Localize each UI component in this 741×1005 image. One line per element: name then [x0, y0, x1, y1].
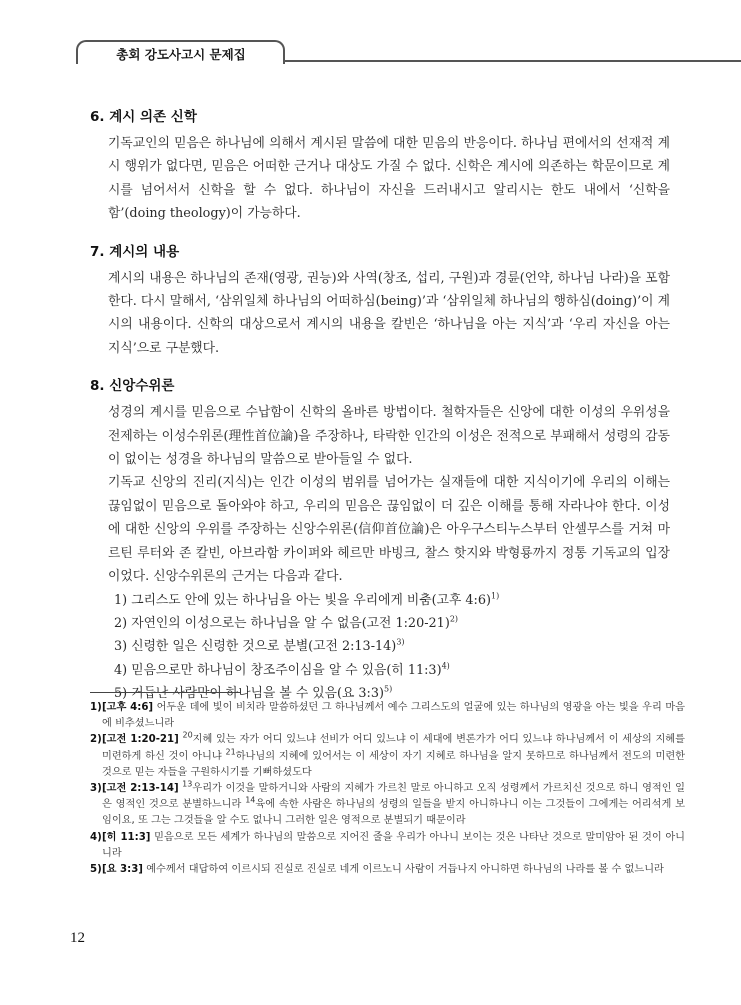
footnote-text: 우리가 이것을 말하거니와 사람의 지혜가 가르친 말로 아니하고 오직 성령께서 가르치신 것으로 하니 영적인 일은 영적인 것으로 분별하느니라: [102, 783, 685, 811]
footnote-marker[interactable]: 4): [441, 661, 450, 671]
paragraph: 기독교인의 믿음은 하나님에 의해서 계시된 말씀에 대한 믿음의 반응이다. 하나님 편에서의 선재적 계시 행위가 없다면, 믿음은 어떠한 근거나 대상도 가질 수 없다. 신학은 계시에 의존하는 학문이므로 계시를 넘어서서 신학을 할 수 없다. 하나님이 자신을 드러내시고 알리시는 한도 내에서 ‘신학을 함’(doing theology)이 가능하다.: [108, 136, 670, 222]
footnote: [90, 700, 685, 732]
footnote-text: 하나님의 지혜에 있어서는 이 세상이 자기 지혜로 하나님을 알지 못하므로 하나님께서 전도의 미련한 것으로 믿는 자들을 구원하시기를 기뻐하셨도다: [102, 750, 685, 778]
footnote-number: 2): [90, 734, 102, 746]
paragraph: 성경의 계시를 믿음으로 수납함이 신학의 올바른 방법이다. 철학자들은 신앙에 대한 이성의 우위성을 전제하는 이성수위론(理性首位論)을 주장하나, 타락한 인간의 이성은 전적으로 부패해서 성령의 감동이 없이는 성경을 하나님의 말씀으로 받아들일 수 없다.: [108, 405, 670, 468]
footnote-body: [102, 700, 685, 732]
list-item: [114, 589, 670, 612]
running-header-title: 총회 강도사고시 문제집: [116, 47, 246, 62]
page-number: 12: [70, 930, 85, 946]
footnote-separator: [90, 692, 240, 693]
footnote-text: 믿음으로 모든 세계가 하나님의 말씀으로 지어진 줄을 우리가 아나니 보이는 것은 나타난 것으로 말미암아 된 것이 아니니라: [102, 831, 686, 859]
footnote-marker[interactable]: 2): [449, 614, 459, 624]
footnote: [90, 732, 685, 781]
verse-number: 20: [182, 731, 193, 741]
footnote-number: 4): [90, 831, 102, 843]
list-item: [114, 659, 670, 682]
section-6: [90, 106, 670, 226]
list-item-text: 2) 자연인의 이성으로는 하나님을 알 수 없음(고전 1:20-21): [114, 615, 450, 631]
list-item-text: 3) 신령한 일은 신령한 것으로 분별(고전 2:13-14): [114, 639, 397, 655]
list-item: [114, 612, 670, 635]
footnote-number: 1): [90, 702, 102, 713]
footnote-body: [102, 830, 685, 862]
footnote: [90, 862, 685, 878]
verse-number: 14: [245, 795, 256, 805]
footnote: [90, 781, 685, 830]
section-heading: 7. 계시의 내용: [90, 243, 180, 260]
footnote-reference: [고전 2:13-14]: [102, 783, 179, 795]
section-heading: 8. 신앙수위론: [90, 378, 175, 395]
paragraph: 기독교 신앙의 진리(지식)는 인간 이성의 범위를 넘어가는 실재들에 대한 지식이기에 우리의 이해는 끊임없이 믿음으로 돌아와야 하고, 우리의 믿음은 끊임없이 더 깊은 이해를 통해 자라나야 한다. 이성에 대한 신앙의 우위를 주장하는 신앙수위론(信仰首位論)은 아우구스티누스부터 안셀무스를 거쳐 마르틴 루터와 존 칼빈, 아브라함 카이퍼와 헤르만 바빙크, 찰스 핫지와 박형룡까지 정통 기독교의 입장이었다. 신앙수위론의 근거는 다음과 같다.: [108, 475, 670, 585]
paragraph: 계시의 내용은 하나님의 존재(영광, 권능)와 사역(창조, 섭리, 구원)과 경륜(언약, 하나님 나라)을 포함한다. 다시 말해서, ‘삼위일체 하나님의 어떠하심(being)’과 ‘삼위일체 하나님의 행하심(doing)’이 계시의 내용이다. 신학의 대상으로서 계시의 내용을 칼빈은 ‘하나님을 아는 지식’과 ‘우리 자신을 아는 지식’으로 구분했다.: [108, 270, 670, 356]
section-8: [90, 375, 670, 705]
footnote-reference: [고후 4:6]: [102, 702, 154, 713]
main-content: [90, 106, 670, 721]
footnote-reference: [요 3:3]: [102, 864, 143, 876]
list-item: [114, 635, 670, 658]
footnote-reference: [고전 1:20-21]: [102, 734, 179, 746]
footnote-text: 지혜 있는 자가 어디 있느냐 선비가 어디 있느냐 이 세대에 변론가가 어디 있느냐 하나님께서 이 세상의 지혜를 미련하게 하신 것이 아니냐: [102, 734, 685, 762]
footnote-reference: [히 11:3]: [102, 831, 151, 843]
footnote-marker[interactable]: 5): [383, 684, 393, 694]
footnote-text: 예수께서 대답하여 이르시되 진실로 진실로 네게 이르노니 사람이 거듭나지 아니하면 하나님의 나라를 볼 수 없느니라: [142, 864, 664, 876]
list-item-text: 4) 믿음으로만 하나님이 창조주이심을 알 수 있음(히 11:3): [114, 662, 442, 678]
grounds-list: [108, 589, 670, 706]
list-item-text: 5) 거듭난 사람만이 하나님을 볼 수 있음(요 3:3): [114, 686, 384, 702]
footnote-marker[interactable]: 1): [491, 591, 500, 601]
footnotes: [90, 700, 685, 878]
section-7: [90, 241, 670, 361]
footnote-text: 육에 속한 사람은 하나님의 성령의 일들을 받지 아니하나니 이는 그것들이 그에게는 어리석게 보임이요, 또 그는 그것들을 알 수도 없나니 그러한 일은 영적으로 분별되기 때문이라: [102, 799, 685, 827]
list-item-text: 1) 그리스도 안에 있는 하나님을 아는 빛을 우리에게 비춤(고후 4:6): [114, 592, 492, 608]
footnote-body: [102, 862, 685, 878]
footnote-body: [102, 781, 685, 830]
footnote-number: 3): [90, 783, 102, 795]
footnote-number: 5): [90, 864, 102, 876]
footnote-body: [102, 732, 685, 781]
verse-number: 21: [225, 747, 236, 757]
section-heading: 6. 계시 의존 신학: [90, 109, 197, 125]
footnote-text: 어두운 데에 빛이 비치라 말씀하셨던 그 하나님께서 예수 그리스도의 얼굴에 있는 하나님의 영광을 아는 빛을 우리 마음에 비추셨느니라: [102, 702, 685, 730]
verse-number: 13: [182, 779, 193, 789]
footnote-marker[interactable]: 3): [396, 638, 405, 648]
footnote: [90, 830, 685, 862]
